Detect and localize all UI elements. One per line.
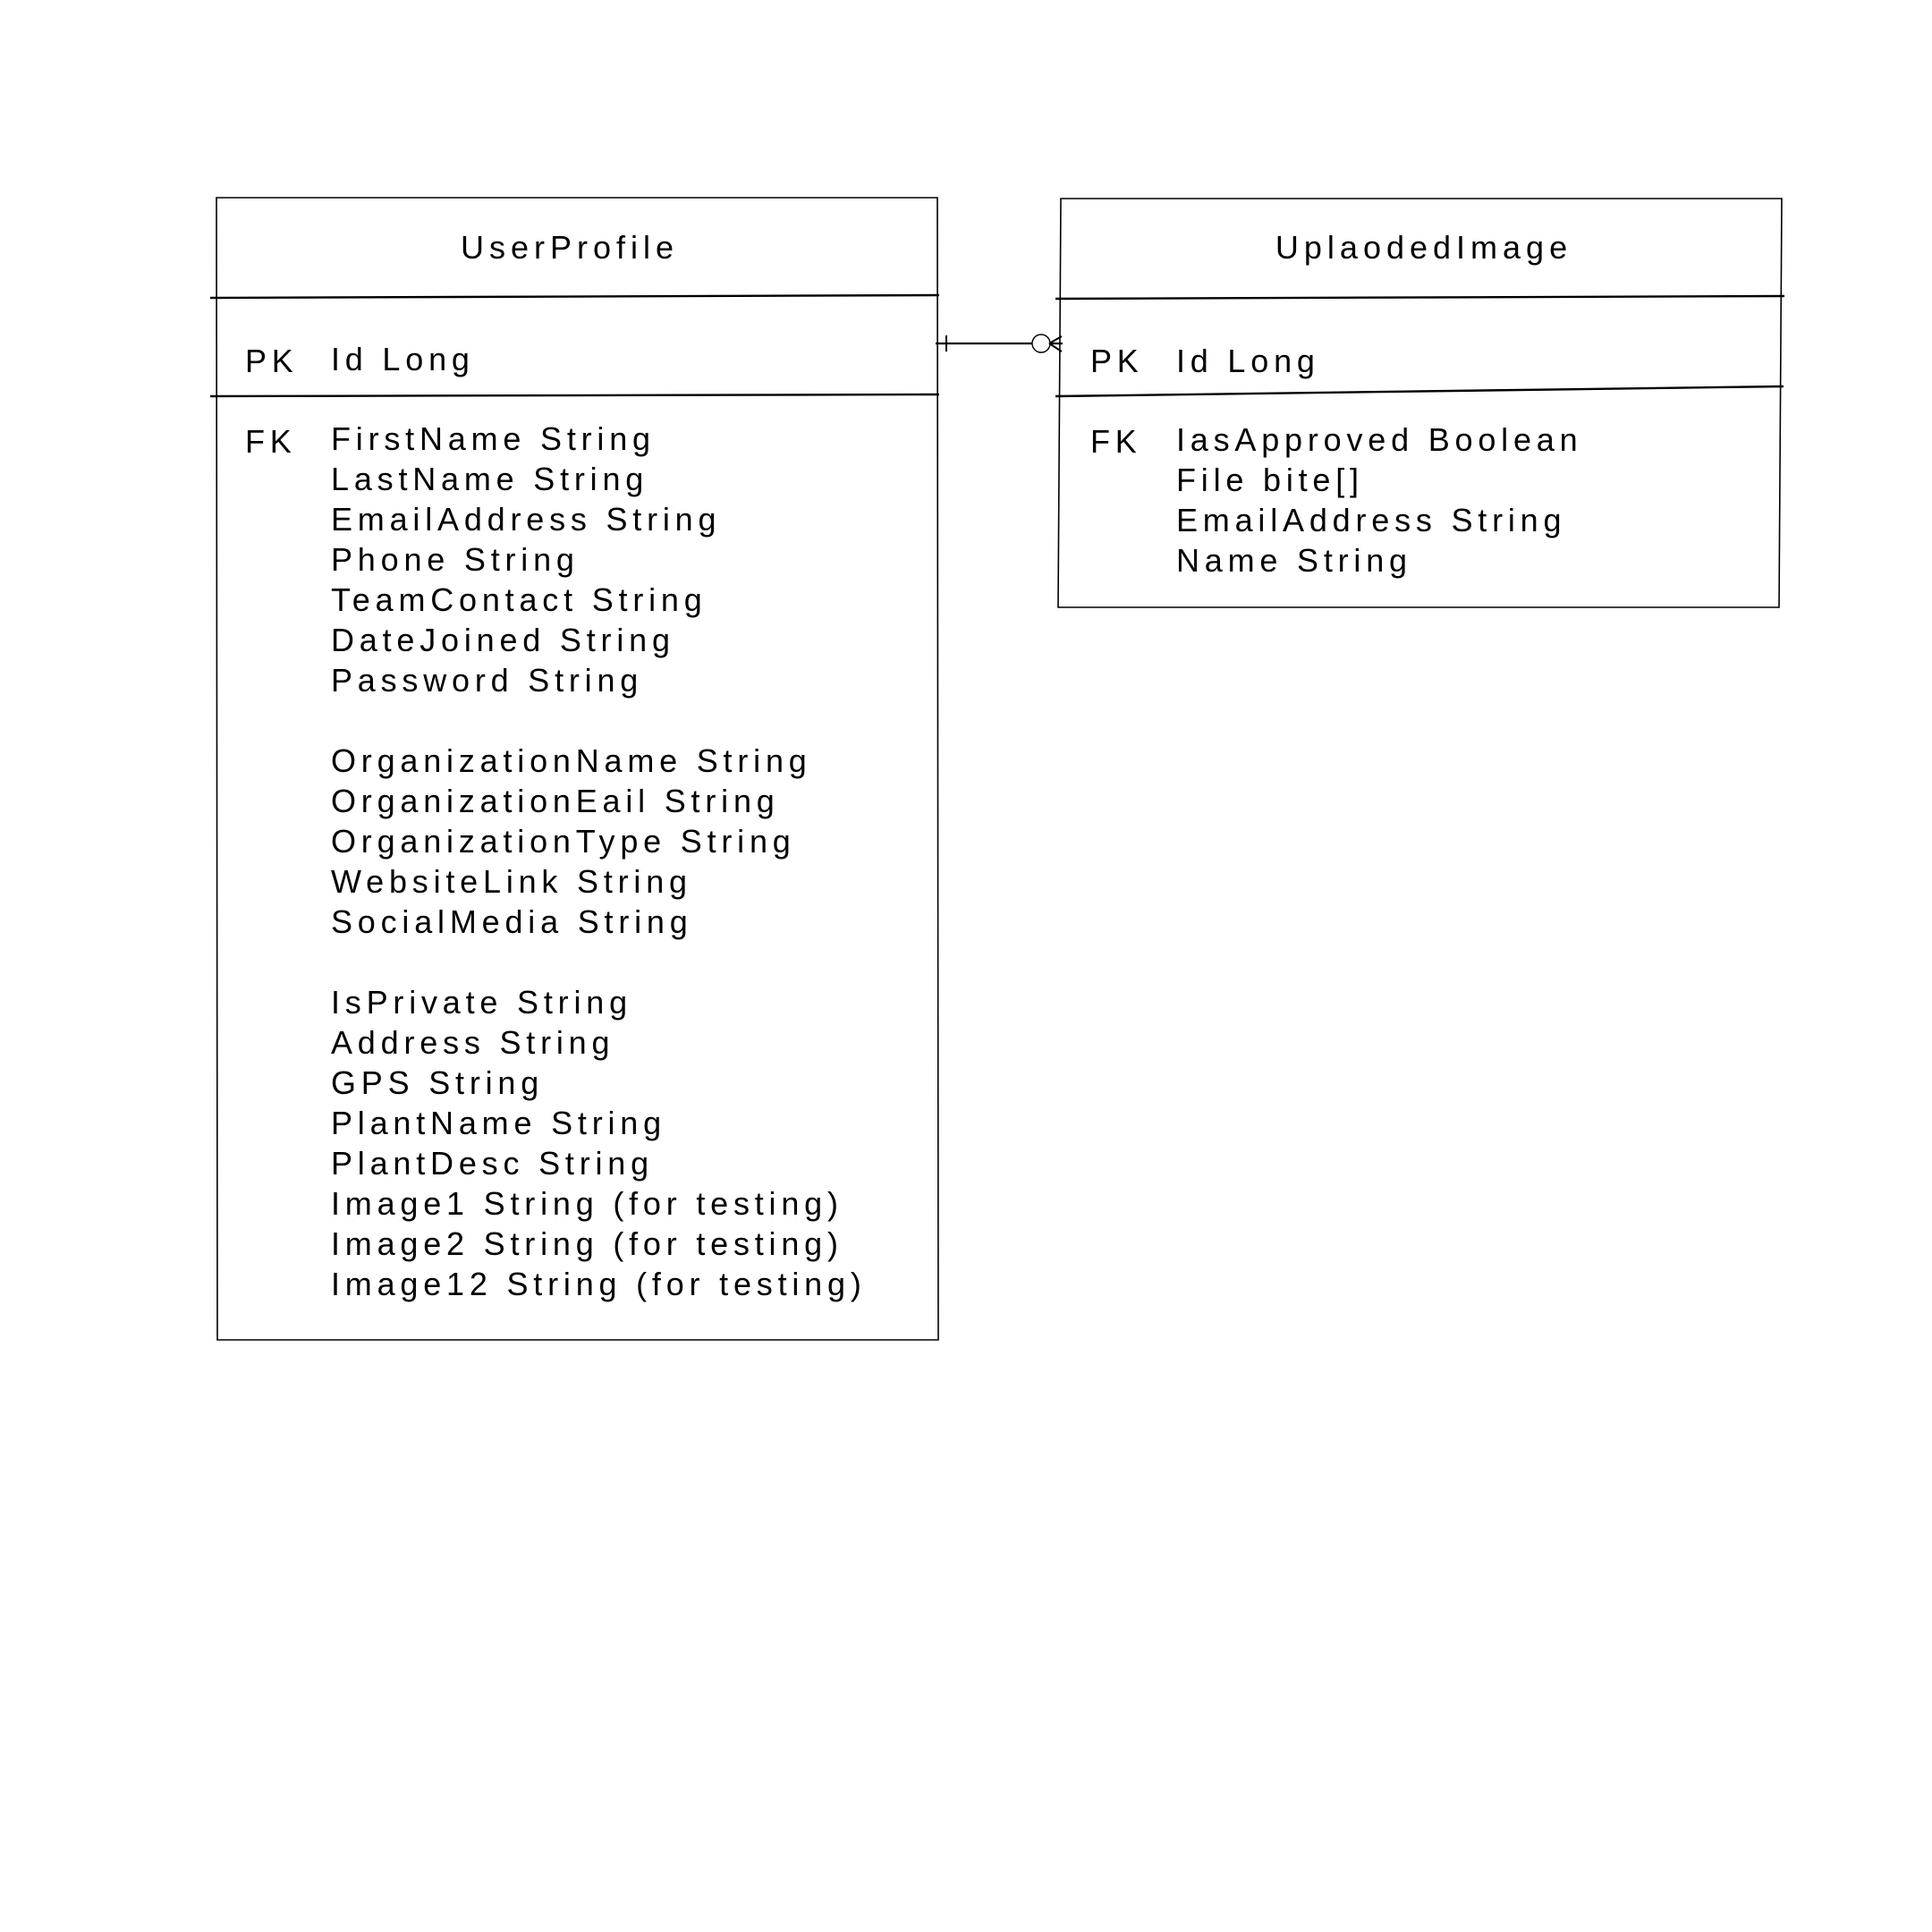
field-row: IasApproved Boolean bbox=[1176, 421, 1583, 458]
field-row: GPS String bbox=[331, 1064, 545, 1101]
fk-label: FK bbox=[245, 423, 297, 460]
fk-label: FK bbox=[1090, 423, 1142, 460]
field-row: TeamContact String bbox=[331, 581, 708, 618]
field-row: LastName String bbox=[331, 461, 649, 497]
userprofile-pk-divider bbox=[210, 394, 939, 396]
field-spacer bbox=[331, 700, 867, 741]
pk-label: PK bbox=[245, 343, 299, 379]
field-row: IsPrivate String bbox=[331, 984, 632, 1021]
pk-field: Id Long bbox=[331, 341, 475, 377]
field-row: EmailAddress String bbox=[331, 501, 722, 538]
entity-title: UplaodedImage bbox=[1275, 229, 1573, 266]
field-row: File bite[] bbox=[1176, 462, 1364, 498]
field-row: SocialMedia String bbox=[331, 903, 693, 940]
field-row: Name String bbox=[1176, 542, 1412, 579]
field-row: PlantDesc String bbox=[331, 1145, 654, 1182]
field-row: PlantName String bbox=[331, 1105, 666, 1141]
uplaodedimage-pk-divider bbox=[1055, 386, 1784, 396]
pk-field: Id Long bbox=[1176, 343, 1320, 379]
field-row: Phone String bbox=[331, 541, 580, 578]
field-row: FirstName String bbox=[331, 420, 656, 457]
pk-label: PK bbox=[1090, 343, 1144, 379]
uplaodedimage-header-divider bbox=[1055, 296, 1784, 299]
field-row: Password String bbox=[331, 662, 644, 699]
field-row: Address String bbox=[331, 1024, 615, 1061]
field-row: OrganizationName String bbox=[331, 742, 812, 779]
field-row: WebsiteLink String bbox=[331, 863, 692, 900]
field-spacer bbox=[331, 942, 867, 982]
userprofile-header-divider bbox=[210, 295, 939, 298]
field-row: OrganizationEail String bbox=[331, 783, 780, 819]
field-list bbox=[331, 419, 867, 1304]
field-list bbox=[1176, 419, 1582, 580]
relationship-connector[interactable] bbox=[936, 335, 1063, 352]
field-row: Image2 String (for testing) bbox=[331, 1225, 843, 1262]
entity-title: UserProfile bbox=[460, 229, 680, 266]
field-row: DateJoined String bbox=[331, 622, 675, 658]
field-row: Image1 String (for testing) bbox=[331, 1185, 843, 1222]
zero-cardinality-circle-icon bbox=[1032, 335, 1050, 352]
field-row: OrganizationType String bbox=[331, 823, 796, 860]
field-row: Image12 String (for testing) bbox=[331, 1266, 867, 1302]
field-row: EmailAddress String bbox=[1176, 502, 1567, 538]
